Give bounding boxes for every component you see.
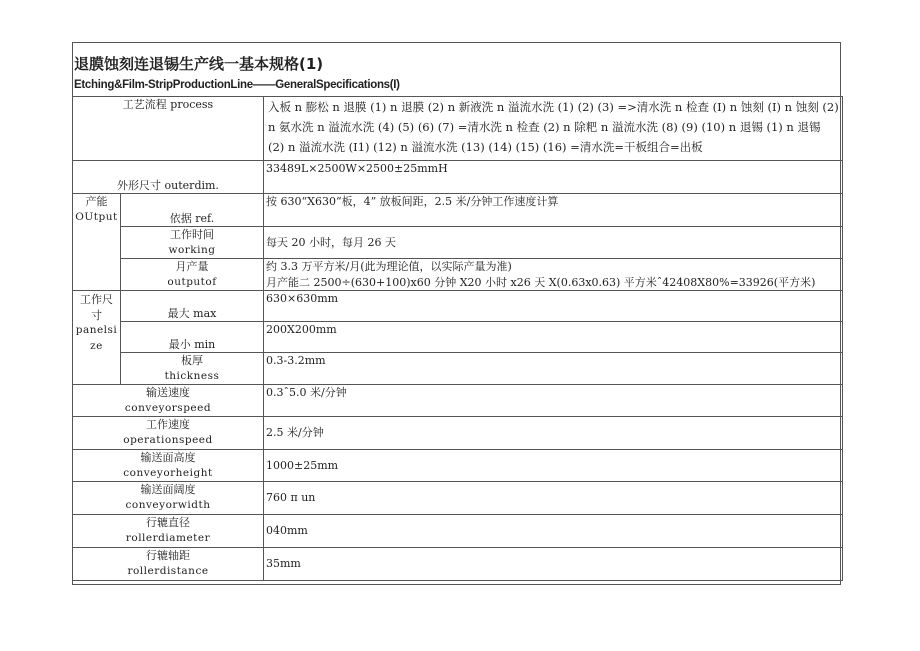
- rollerdiameter-label: 行辘直径 rollerdiameter: [73, 515, 264, 548]
- page-subtitle: Etching&Film-StripProductionLine——GeneralSpecifications(I): [74, 79, 400, 91]
- table-row-conveyorwidth: [73, 482, 843, 515]
- monthly-label: 月产量 outputof: [121, 259, 264, 291]
- rollerdiameter-value: 040mm: [264, 515, 843, 548]
- table-row-rollerdiameter: [73, 515, 843, 548]
- page-title: 退膜蚀刻连退锡生产线一基本规格(1): [74, 55, 324, 73]
- thickness-label: 板厚 thickness: [121, 353, 264, 385]
- table-row-conveyorheight: [73, 450, 843, 482]
- thickness-value: 0.3-3.2mm: [264, 353, 843, 385]
- table-row-monthly: [73, 259, 843, 291]
- table-row-operationspeed: [73, 417, 843, 450]
- table-row-working: [73, 227, 843, 259]
- panel-min-value: 200X200mm: [264, 322, 843, 353]
- table-row-panel-max: [73, 291, 843, 322]
- outerdim-label: 外形尺寸 outerdim.: [73, 161, 264, 194]
- working-label: 工作时间 working: [121, 227, 264, 259]
- panel-min-label: 最小 min: [121, 322, 264, 353]
- conveyorspeed-label: 输送速度 conveyorspeed: [73, 385, 264, 417]
- spec-table: [72, 96, 843, 581]
- conveyorspeed-value: 0.3ˆ5.0 米/分钟: [264, 385, 843, 417]
- working-value: 每天 20 小时，每月 26 天: [264, 227, 843, 259]
- table-row-panel-min: [73, 322, 843, 353]
- rollerdistance-label: 行辘轴距 rollerdistance: [73, 548, 264, 581]
- conveyorheight-value: 1000±25mm: [264, 450, 843, 482]
- table-row-conveyorspeed: [73, 385, 843, 417]
- outerdim-value: 33489L×2500W×2500±25mmH: [264, 161, 843, 194]
- table-row-rollerdistance: [73, 548, 843, 581]
- table-row-process: [73, 97, 843, 161]
- monthly-value-line1: 约 3.3 万平方米/月(此为理论值，以实际产量为准): [266, 260, 512, 273]
- output-label: 产能 OUtput: [73, 194, 121, 291]
- monthly-value-line2: 月产能二 2500÷(630+100)x60 分钟 X20 小时 x26 天 X(0.63x0.63) 平方米ˆ42408X80%=33926(平方米): [266, 275, 816, 289]
- monthly-value: [264, 259, 843, 291]
- table-row-thickness: [73, 353, 843, 385]
- panelsize-label: 工作尺寸 panelsize: [73, 291, 121, 385]
- operationspeed-label: 工作速度 operationspeed: [73, 417, 264, 450]
- basis-value: 按 630“X630“板，4” 放板间距，2.5 米/分钟工作速度计算: [264, 194, 843, 227]
- process-label: 工艺流程 process: [73, 97, 264, 161]
- process-value: 入板 n 膨松 n 退膜 (1) n 退膜 (2) n 新液洗 n 溢流水洗 (1) (2) (3) =>清水洗 n 检查 (I) n 蚀刻 (I) n 蚀刻 (2) n 氨水洗 n 溢流水洗 (4) (5) (6) (7) =清水洗 n 检查 (2) n 除粑 n 溢流水洗 (8) (9) (10) n 退锡 (1) n 退锡 (2) n 溢流水洗 (I1) (12) n 溢流水洗 (13) (14) (15) (16) =清水洗=干板组合=出板: [264, 97, 843, 161]
- conveyorheight-label: 输送面高度 conveyorheight: [73, 450, 264, 482]
- table-row-outerdim: [73, 161, 843, 194]
- rollerdistance-value: 35mm: [264, 548, 843, 581]
- conveyorwidth-label: 输送面阔度 conveyorwidth: [73, 482, 264, 515]
- panel-max-label: 最大 max: [121, 291, 264, 322]
- operationspeed-value: 2.5 米/分钟: [264, 417, 843, 450]
- panel-max-value: 630×630mm: [264, 291, 843, 322]
- table-row-output-basis: [73, 194, 843, 227]
- conveyorwidth-value: 760 π un: [264, 482, 843, 515]
- basis-label: 依据 ref.: [121, 194, 264, 227]
